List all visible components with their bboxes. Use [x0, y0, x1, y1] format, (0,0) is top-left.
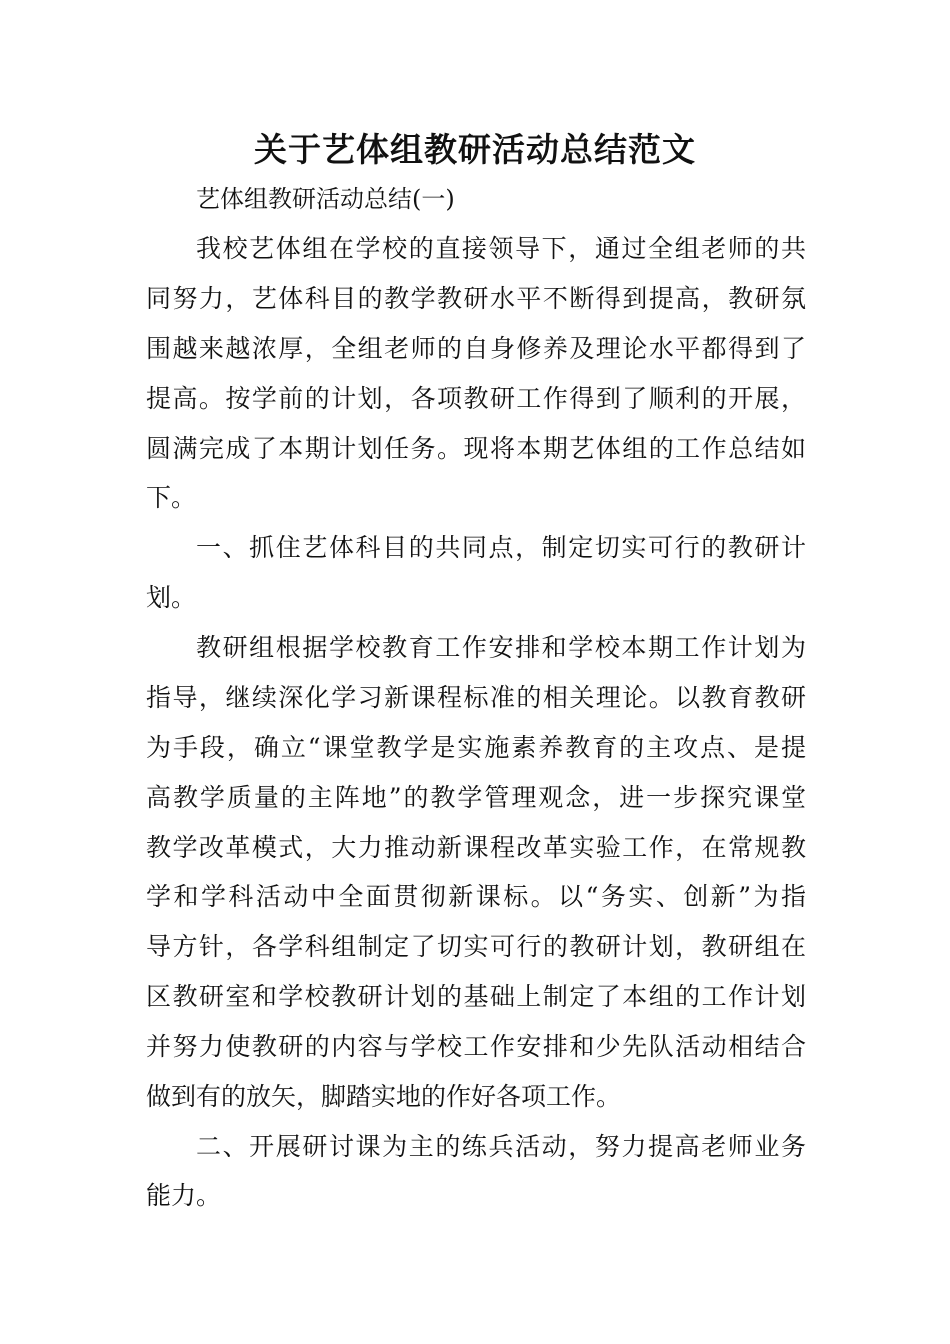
section-heading-line: 二、开展研讨课为主的练兵活动，努力提高老师业务 [196, 1132, 806, 1161]
document-title: 关于艺体组教研活动总结范文 [254, 130, 696, 169]
paragraph-line: 学和学科活动中全面贯彻新课标。以“务实、创新”为指 [146, 882, 806, 911]
paragraph-line: 下。 [146, 483, 197, 512]
section-heading-line: 划。 [146, 583, 197, 612]
paragraph-line: 区教研室和学校教研计划的基础上制定了本组的工作计划 [146, 982, 806, 1011]
paragraph-line: 导方针，各学科组制定了切实可行的教研计划，教研组在 [146, 932, 806, 961]
paragraph-line: 同努力，艺体科目的教学教研水平不断得到提高，教研氛 [146, 284, 806, 313]
paragraph-line: 教研组根据学校教育工作安排和学校本期工作计划为 [196, 633, 806, 662]
section-subtitle: 艺体组教研活动总结(一) [196, 185, 455, 213]
paragraph-line: 教学改革模式，大力推动新课程改革实验工作，在常规教 [146, 833, 806, 862]
paragraph-line: 圆满完成了本期计划任务。现将本期艺体组的工作总结如 [146, 434, 806, 463]
paragraph-line: 指导，继续深化学习新课程标准的相关理论。以教育教研 [146, 683, 806, 712]
paragraph-line: 提高。按学前的计划，各项教研工作得到了顺利的开展， [146, 384, 806, 413]
paragraph-line: 围越来越浓厚，全组老师的自身修养及理论水平都得到了 [146, 334, 806, 363]
paragraph-line: 我校艺体组在学校的直接领导下，通过全组老师的共 [196, 234, 806, 263]
paragraph-line: 为手段，确立“课堂教学是实施素养教育的主攻点、是提 [146, 733, 806, 762]
section-heading-line: 能力。 [146, 1181, 222, 1210]
section-heading-line: 一、抓住艺体科目的共同点，制定切实可行的教研计 [196, 533, 806, 562]
paragraph-line: 做到有的放矢，脚踏实地的作好各项工作。 [146, 1082, 622, 1111]
paragraph-line: 高教学质量的主阵地”的教学管理观念，进一步探究课堂 [146, 783, 806, 812]
paragraph-line: 并努力使教研的内容与学校工作安排和少先队活动相结合 [146, 1032, 806, 1061]
